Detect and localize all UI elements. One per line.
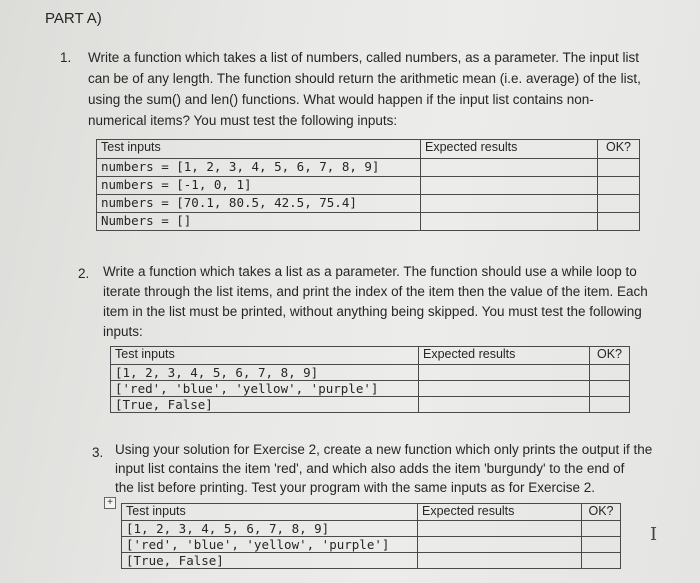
test-input-cell[interactable]: ['red', 'blue', 'yellow', 'purple'] xyxy=(111,381,419,397)
q1-line-4: numerical items? You must test the following inputs: xyxy=(88,113,398,128)
ok-cell[interactable] xyxy=(582,553,621,569)
ok-cell[interactable] xyxy=(598,195,640,213)
ok-cell[interactable] xyxy=(590,381,630,397)
q2-text xyxy=(103,262,648,342)
table-row xyxy=(97,159,640,177)
expected-result-cell[interactable] xyxy=(418,521,582,537)
test-input-cell[interactable]: numbers = [-1, 0, 1] xyxy=(97,177,421,195)
q3-table xyxy=(121,503,621,569)
expected-result-cell[interactable] xyxy=(421,195,598,213)
q3-text xyxy=(115,440,652,497)
q1-line-3: using the sum() and len() functions. What would happen if the input list contains non- xyxy=(88,92,594,107)
q1-line-2: can be of any length. The function should return the arithmetic mean (i.e. average) of the list, xyxy=(88,71,641,86)
test-input-cell[interactable]: [True, False] xyxy=(122,553,418,569)
expected-result-cell[interactable] xyxy=(421,213,598,231)
q1-table xyxy=(96,139,640,231)
ok-cell[interactable] xyxy=(598,177,640,195)
expected-result-cell[interactable] xyxy=(419,397,590,413)
ok-cell[interactable] xyxy=(590,397,630,413)
ok-cell[interactable] xyxy=(590,365,630,381)
test-input-cell[interactable]: numbers = [70.1, 80.5, 42.5, 75.4] xyxy=(97,195,421,213)
q3-number: 3. xyxy=(92,445,104,460)
header-expected-results: Expected results xyxy=(419,347,590,365)
table-row xyxy=(111,397,630,413)
q2-line-4: inputs: xyxy=(103,324,143,339)
table-header-row xyxy=(97,140,640,159)
table-move-handle-icon[interactable]: + xyxy=(104,497,116,509)
test-input-cell[interactable]: [1, 2, 3, 4, 5, 6, 7, 8, 9] xyxy=(122,521,418,537)
table-row xyxy=(111,381,630,397)
expected-result-cell[interactable] xyxy=(419,365,590,381)
text-cursor-icon: I xyxy=(650,524,658,545)
expected-result-cell[interactable] xyxy=(418,553,582,569)
expected-result-cell[interactable] xyxy=(421,177,598,195)
test-input-cell[interactable]: Numbers = [] xyxy=(97,213,421,231)
header-expected-results: Expected results xyxy=(418,504,582,521)
header-test-inputs: Test inputs xyxy=(111,347,419,365)
table-row xyxy=(97,195,640,213)
q3-line-3: the list before printing. Test your program with the same inputs as for Exercise 2. xyxy=(115,480,595,495)
header-ok: OK? xyxy=(582,504,621,521)
ok-cell[interactable] xyxy=(582,537,621,553)
expected-result-cell[interactable] xyxy=(421,159,598,177)
expected-result-cell[interactable] xyxy=(419,381,590,397)
ok-cell[interactable] xyxy=(598,213,640,231)
q3-line-1: Using your solution for Exercise 2, create a new function which only prints the output if the xyxy=(115,442,653,457)
q2-line-2: iterate through the list items, and print the index of the item then the value of the item. Each xyxy=(103,284,648,299)
q2-line-3: item in the list must be printed, without anything being skipped. You must test the following xyxy=(103,304,642,319)
expected-result-cell[interactable] xyxy=(418,537,582,553)
header-test-inputs: Test inputs xyxy=(122,504,418,521)
header-ok: OK? xyxy=(598,140,640,159)
header-test-inputs: Test inputs xyxy=(97,140,421,159)
header-ok: OK? xyxy=(590,347,630,365)
ok-cell[interactable] xyxy=(582,521,621,537)
table-row xyxy=(122,521,621,537)
test-input-cell[interactable]: ['red', 'blue', 'yellow', 'purple'] xyxy=(122,537,418,553)
q1-line-1: Write a function which takes a list of numbers, called numbers, as a parameter. The input list xyxy=(88,50,640,65)
table-row xyxy=(122,537,621,553)
q1-text xyxy=(88,47,641,131)
table-row xyxy=(97,213,640,231)
q2-line-1: Write a function which takes a list as a parameter. The function should use a while loop to xyxy=(103,264,637,279)
table-header-row xyxy=(122,504,621,521)
table-row xyxy=(97,177,640,195)
test-input-cell[interactable]: [True, False] xyxy=(111,397,419,413)
table-header-row xyxy=(111,347,630,365)
q2-number: 2. xyxy=(78,266,90,281)
part-title: PART A) xyxy=(45,10,102,27)
test-input-cell[interactable]: numbers = [1, 2, 3, 4, 5, 6, 7, 8, 9] xyxy=(97,159,421,177)
test-input-cell[interactable]: [1, 2, 3, 4, 5, 6, 7, 8, 9] xyxy=(111,365,419,381)
ok-cell[interactable] xyxy=(598,159,640,177)
header-expected-results: Expected results xyxy=(421,140,598,159)
q1-number: 1. xyxy=(60,50,72,65)
table-row xyxy=(111,365,630,381)
q3-line-2: input list contains the item 'red', and which also adds the item 'burgundy' to the end of xyxy=(115,461,625,476)
q2-table xyxy=(110,346,630,413)
table-row xyxy=(122,553,621,569)
